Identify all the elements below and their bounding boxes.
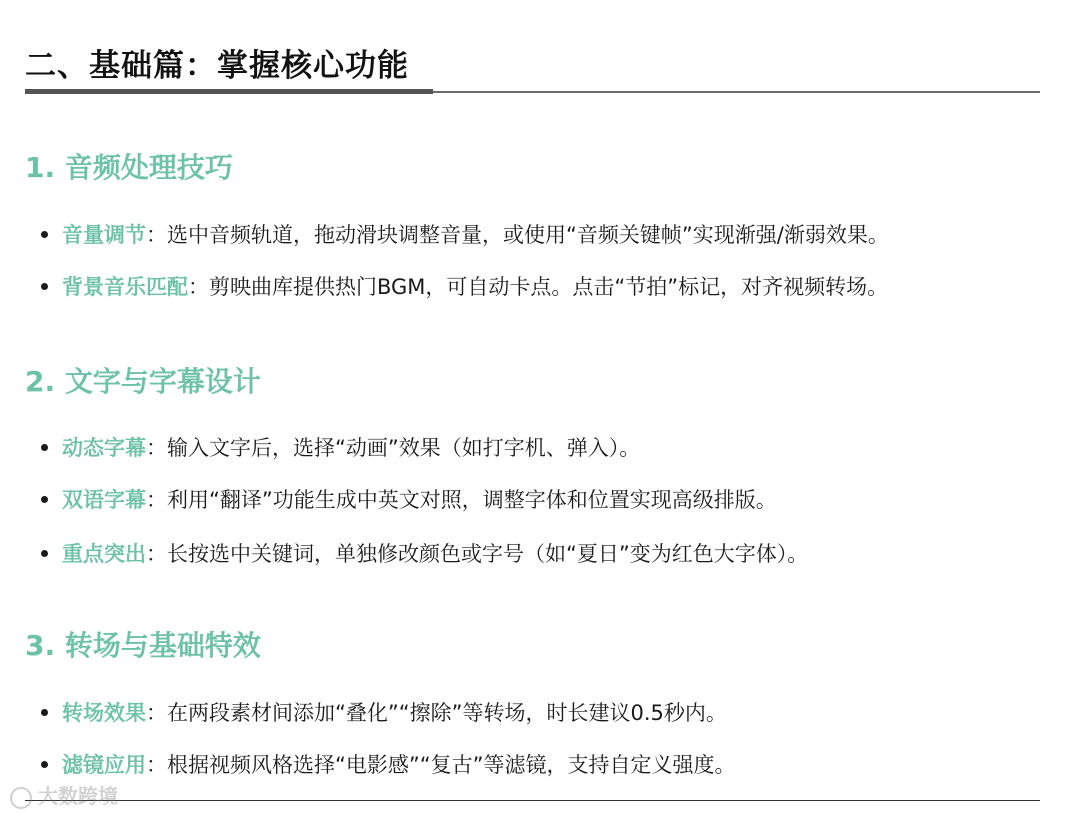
bullet-dot: [41, 761, 48, 768]
bullet-dot: [41, 283, 48, 290]
list-item: [41, 484, 777, 514]
watermark: [10, 780, 118, 809]
bullet-dot: [41, 444, 48, 451]
item-key: 动态字幕: [62, 436, 146, 460]
bottom-divider: [25, 800, 1040, 801]
page-title: 二、基础篇：掌握核心功能: [25, 48, 409, 84]
list-item: [41, 697, 727, 727]
item-text: 根据视频风格选择“电影感”“复古”等滤镜，支持自定义强度。: [167, 753, 736, 777]
item-text: 利用“翻译”功能生成中英文对照，调整字体和位置实现高级排版。: [167, 488, 777, 512]
item-key: 背景音乐匹配: [62, 275, 188, 299]
item-text: 剪映曲库提供热门BGM，可自动卡点。点击“节拍”标记，对齐视频转场。: [209, 275, 889, 299]
item-separator: ：: [146, 488, 167, 512]
list-item: [41, 271, 888, 301]
watermark-text: 大数跨境: [38, 784, 118, 808]
section-heading-text: 2. 文字与字幕设计: [25, 365, 261, 398]
item-text: 选中音频轨道，拖动滑块调整音量，或使用“音频关键帧”实现渐强/渐弱效果。: [167, 223, 889, 247]
bullet-dot: [41, 231, 48, 238]
document-page: [25, 0, 1040, 813]
item-key: 双语字幕: [62, 488, 146, 512]
item-separator: ：: [146, 753, 167, 777]
bullet-dot: [41, 550, 48, 557]
section-heading-transitions: 3. 转场与基础特效: [25, 629, 261, 662]
list-item: [41, 432, 640, 462]
item-separator: ：: [146, 701, 167, 725]
title-underline-accent: [25, 89, 433, 94]
item-separator: ：: [146, 542, 167, 566]
bullet-dot: [41, 496, 48, 503]
section-heading-audio: 1. 音频处理技巧: [25, 151, 233, 184]
list-item: [41, 749, 736, 779]
item-separator: ：: [146, 223, 167, 247]
item-key: 转场效果: [62, 701, 146, 725]
item-text: 长按选中关键词，单独修改颜色或字号（如“夏日”变为红色大字体）。: [167, 542, 809, 566]
list-item: [41, 219, 889, 249]
item-text: 输入文字后，选择“动画”效果（如打字机、弹入）。: [167, 436, 641, 460]
bullet-dot: [41, 709, 48, 716]
item-text: 在两段素材间添加“叠化”“擦除”等转场，时长建议0.5秒内。: [167, 701, 727, 725]
item-separator: ：: [146, 436, 167, 460]
list-item: [41, 538, 808, 568]
item-separator: ：: [188, 275, 209, 299]
item-key: 音量调节: [62, 223, 146, 247]
item-key: 重点突出: [62, 542, 146, 566]
watermark-logo-icon: [10, 787, 32, 809]
item-key: 滤镜应用: [62, 753, 146, 777]
